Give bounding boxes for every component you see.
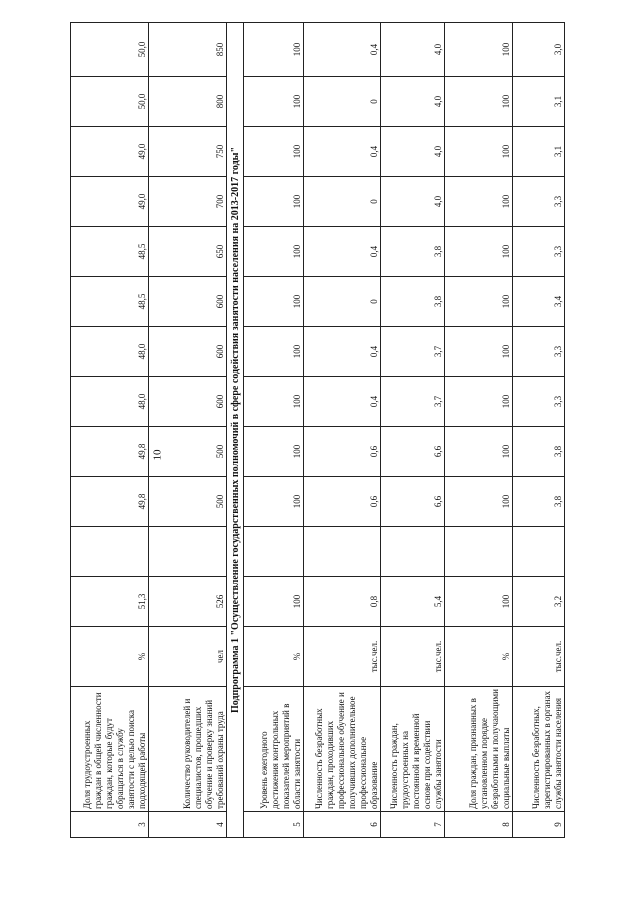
value-cell: 3,1 [513, 127, 565, 177]
value-cell: 3,7 [381, 377, 445, 427]
value-cell: 0,6 [304, 477, 381, 527]
row-number: 4 [149, 812, 227, 838]
value-cell: 49,8 [71, 427, 149, 477]
value-cell: 48,0 [71, 377, 149, 427]
value-cell [149, 527, 227, 577]
value-cell: 3,2 [513, 577, 565, 627]
value-cell: 100 [445, 277, 513, 327]
value-cell: 0,4 [304, 377, 381, 427]
unit-cell: % [244, 627, 304, 687]
table-row [445, 23, 513, 838]
value-cell: 500 [149, 477, 227, 527]
value-cell: 3,8 [381, 277, 445, 327]
value-cell: 100 [244, 177, 304, 227]
value-cell: 6,6 [381, 427, 445, 477]
indicator-name: Доля трудоустроенных граждан в общей численности граждан, которые будут обращаться в службу занятости с целью поиска подходящей работы [71, 687, 149, 812]
row-number: 5 [244, 812, 304, 838]
value-cell: 0 [304, 77, 381, 127]
value-cell: 600 [149, 377, 227, 427]
value-cell [513, 527, 565, 577]
value-cell: 3,3 [513, 227, 565, 277]
value-cell: 6,6 [381, 477, 445, 527]
value-cell: 49,0 [71, 127, 149, 177]
value-cell: 0,4 [304, 23, 381, 77]
value-cell: 3,1 [513, 77, 565, 127]
value-cell: 3,3 [513, 177, 565, 227]
value-cell: 100 [445, 477, 513, 527]
unit-cell: тыс.чел. [304, 627, 381, 687]
table-row [304, 23, 381, 838]
value-cell: 3,7 [381, 327, 445, 377]
value-cell: 4,0 [381, 77, 445, 127]
indicator-name: Численность безработных граждан, проходивших профессиональное обучение и получивших дополнительное профессиональное образование [304, 687, 381, 812]
value-cell: 4,0 [381, 127, 445, 177]
value-cell: 3,3 [513, 377, 565, 427]
value-cell [71, 527, 149, 577]
table-row [381, 23, 445, 838]
value-cell: 0 [304, 177, 381, 227]
value-cell: 100 [445, 377, 513, 427]
value-cell: 100 [445, 327, 513, 377]
value-cell: 526 [149, 577, 227, 627]
value-cell: 100 [445, 77, 513, 127]
value-cell: 800 [149, 77, 227, 127]
row-number: 3 [71, 812, 149, 838]
rotated-table-container [70, 23, 565, 838]
value-cell: 48,0 [71, 327, 149, 377]
indicator-name: Доля граждан, признанных в установленном порядке безработными и получающими социальные выплаты [445, 687, 513, 812]
value-cell: 48,5 [71, 227, 149, 277]
subprogram-row [227, 23, 244, 838]
value-cell: 50,0 [71, 23, 149, 77]
row-number: 6 [304, 812, 381, 838]
unit-cell: % [71, 627, 149, 687]
value-cell: 100 [244, 227, 304, 277]
value-cell: 850 [149, 23, 227, 77]
unit-cell: чел [149, 627, 227, 687]
value-cell: 49,0 [71, 177, 149, 227]
indicators-table [70, 22, 565, 838]
row-number: 8 [445, 812, 513, 838]
value-cell: 100 [445, 127, 513, 177]
value-cell: 500 [149, 427, 227, 477]
subprogram-title: Подпрограмма 1 "Осуществление государственных полномочий в сфере содействия занятости населения на 2013-2017 годы" [227, 23, 244, 838]
value-cell: 49,8 [71, 477, 149, 527]
value-cell: 3,8 [513, 427, 565, 477]
value-cell [381, 527, 445, 577]
value-cell: 100 [244, 127, 304, 177]
value-cell: 100 [445, 427, 513, 477]
value-cell: 100 [445, 23, 513, 77]
unit-cell: % [445, 627, 513, 687]
indicator-name: Количество руководителей и специалистов, прошедших обучение и проверку знаний требований охраны труда [149, 687, 227, 812]
unit-cell: тыс.чел. [513, 627, 565, 687]
value-cell: 3,3 [513, 327, 565, 377]
page-number: 10 [151, 449, 164, 461]
value-cell [304, 527, 381, 577]
value-cell: 3,8 [381, 227, 445, 277]
value-cell [244, 527, 304, 577]
row-number: 7 [381, 812, 445, 838]
row-number: 9 [513, 812, 565, 838]
value-cell: 0,4 [304, 327, 381, 377]
value-cell: 100 [244, 23, 304, 77]
value-cell: 50,0 [71, 77, 149, 127]
unit-cell: тыс.чел. [381, 627, 445, 687]
value-cell: 4,0 [381, 177, 445, 227]
value-cell: 0,8 [304, 577, 381, 627]
value-cell: 4,0 [381, 23, 445, 77]
value-cell: 51,3 [71, 577, 149, 627]
value-cell: 0,4 [304, 127, 381, 177]
value-cell: 100 [445, 177, 513, 227]
value-cell: 600 [149, 277, 227, 327]
value-cell: 100 [244, 427, 304, 477]
value-cell: 650 [149, 227, 227, 277]
table-row [244, 23, 304, 838]
value-cell [445, 527, 513, 577]
value-cell: 0,6 [304, 427, 381, 477]
value-cell: 3,4 [513, 277, 565, 327]
value-cell: 0,4 [304, 227, 381, 277]
value-cell: 100 [445, 577, 513, 627]
value-cell: 100 [244, 577, 304, 627]
table-row [71, 23, 149, 838]
table-row [149, 23, 227, 838]
indicator-name: Численность граждан, трудоустроенных на постоянной и временной основе при содействии службы занятости [381, 687, 445, 812]
value-cell: 100 [244, 377, 304, 427]
value-cell: 700 [149, 177, 227, 227]
value-cell: 750 [149, 127, 227, 177]
indicator-name: Уровень ежегодного достижения контрольных показателей мероприятий в области занятости [244, 687, 304, 812]
value-cell: 100 [244, 477, 304, 527]
value-cell: 100 [244, 77, 304, 127]
value-cell: 3,8 [513, 477, 565, 527]
indicator-name: Численность безработных, зарегистрированных в органах службы занятости населения [513, 687, 565, 812]
value-cell: 600 [149, 327, 227, 377]
value-cell: 100 [445, 227, 513, 277]
value-cell: 100 [244, 277, 304, 327]
value-cell: 48,5 [71, 277, 149, 327]
value-cell: 3,0 [513, 23, 565, 77]
table-row [513, 23, 565, 838]
value-cell: 0 [304, 277, 381, 327]
value-cell: 100 [244, 327, 304, 377]
value-cell: 5,4 [381, 577, 445, 627]
